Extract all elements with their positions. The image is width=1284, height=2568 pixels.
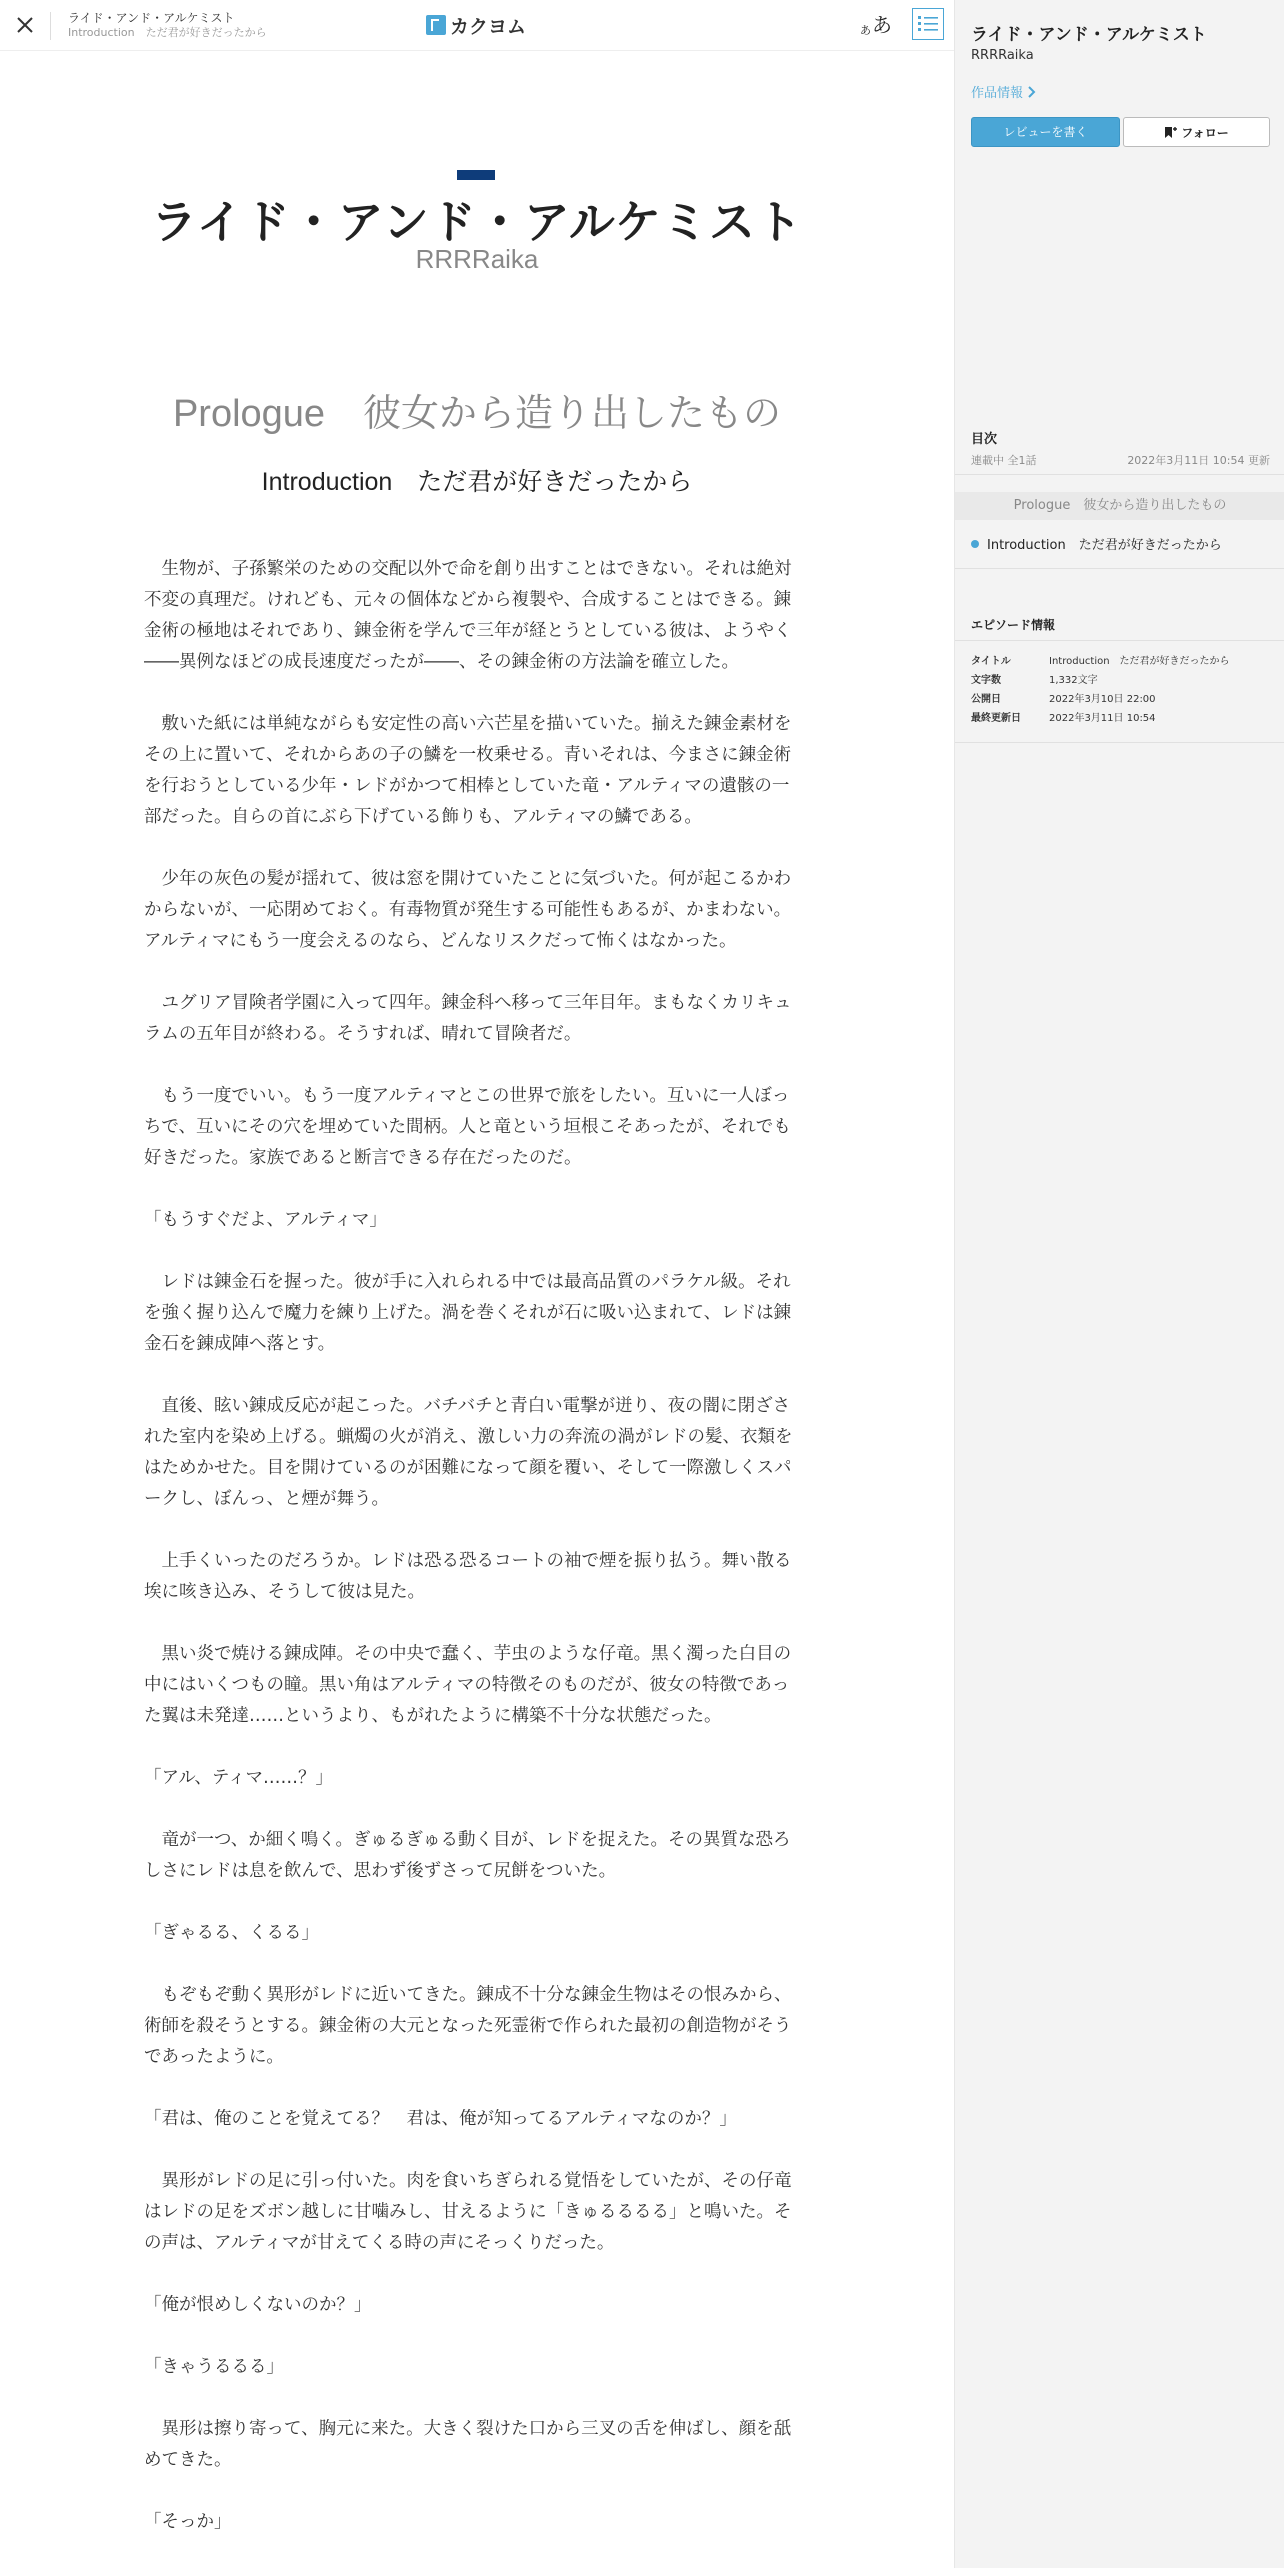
- current-dot-icon: [971, 540, 979, 548]
- divider: [955, 742, 1284, 743]
- toc-chapter: Prologue 彼女から造り出したもの: [955, 492, 1284, 520]
- dialogue: 「きゃうるるる」: [144, 2357, 284, 2377]
- divider: [955, 474, 1284, 475]
- dialogue: 「アル、ティマ……？」: [144, 1768, 333, 1788]
- dialogue: 「そっか」: [144, 2512, 232, 2532]
- paragraph: 生物が、子孫繁栄のための交配以外で命を創り出すことはできない。それは絶対不変の真理だ。けれども、元々の個体などから複製や、合成することはできる。錬金術の極地はそれであり、錬金術を学んで三年が経とうとしている彼は、ようやく――異例なほどの成長速度だったが――、その錬金術の方法論を確立した。: [144, 559, 792, 672]
- episode-body: [144, 554, 800, 2568]
- episode-meta: [971, 652, 1230, 728]
- paragraph: もう一度でいい。もう一度アルティマとこの世界で旅をしたい。互いに一人ぼっちで、互いにその穴を埋めていた間柄。人と竜という垣根こそあったが、それでも好きだった。家族であると断言できる存在だったのだ。: [144, 1086, 791, 1168]
- paragraph: 敷いた紙には単純ながらも安定性の高い六芒星を描いていた。揃えた錬金素材をその上に置いて、それからあの子の鱗を一枚乗せる。青いそれは、今まさに錬金術を行おうとしている少年・レドがかつて相棒としていた竜・アルティマの遺骸の一部だった。自らの首にぶら下げている飾りも、アルティマの鱗である。: [144, 714, 792, 827]
- meta-row: [971, 690, 1230, 709]
- toc-updated: 2022年3月11日 10:54 更新: [1127, 454, 1270, 467]
- meta-value: 1,332文字: [1049, 675, 1098, 686]
- meta-key: タイトル: [971, 656, 1011, 667]
- kakuyomu-logo[interactable]: [426, 12, 526, 38]
- meta-value: Introduction ただ君が好きだったから: [1049, 656, 1230, 667]
- title-accent-bar: [457, 170, 495, 180]
- dialogue: 「ぎゃるる、くるる」: [144, 1923, 319, 1943]
- font-size-button[interactable]: [860, 10, 892, 38]
- meta-row: [971, 709, 1230, 728]
- paragraph: 竜が一つ、か細く鳴く。ぎゅるぎゅる動く目が、レドを捉えた。その異質な恐ろしさにレドは息を飲んで、思わず後ずさって尻餅をついた。: [144, 1830, 791, 1881]
- follow-label: フォロー: [1181, 125, 1229, 140]
- meta-key: 文字数: [971, 675, 1001, 686]
- write-review-button[interactable]: レビューを書く: [971, 117, 1120, 147]
- sidebar-work-title[interactable]: ライド・アンド・アルケミスト: [971, 25, 1207, 45]
- meta-value: 2022年3月10日 22:00: [1049, 694, 1156, 705]
- paragraph: もぞもぞ動く異形がレドに近いてきた。錬成不十分な錬金生物はその恨みから、術師を殺そうとする。錬金術の大元となった死霊術で作られた最初の創造物がそうであったように。: [144, 1985, 792, 2067]
- paragraph: 異形がレドの足に引っ付いた。肉を食いちぎられる覚悟をしていたが、その仔竜はレドの足をズボン越しに甘噛みし、甘えるように「きゅるるるる」と鳴いた。その声は、アルティマが甘えてくる時の声にそっくりだった。: [144, 2171, 792, 2253]
- font-small-label: あ: [860, 24, 871, 37]
- toc-list-icon[interactable]: [912, 8, 944, 40]
- meta-value: 2022年3月11日 10:54: [1049, 713, 1156, 724]
- top-episode-title: Introduction ただ君が好きだったから: [68, 26, 267, 39]
- dialogue: 「君は、俺のことを覚えてる？ 君は、俺が知ってるアルティマなのか？」: [144, 2109, 737, 2129]
- work-author[interactable]: RRRRaika: [415, 244, 539, 274]
- paragraph: 黒い炎で焼ける錬成陣。その中央で蠢く、芋虫のような仔竜。黒く濁った白目の中にはいくつもの瞳。黒い角はアルティマの特徴そのものだが、彼女の特徴であった翼は未発達……というより、もがれたように構築不十分な状態だった。: [144, 1644, 792, 1726]
- follow-button[interactable]: [1123, 117, 1270, 147]
- close-icon[interactable]: [12, 12, 38, 38]
- meta-key: 最終更新日: [971, 713, 1021, 724]
- toc-episode-item[interactable]: [971, 534, 1222, 553]
- paragraph: 上手くいったのだろうか。レドは恐る恐るコートの袖で煙を振り払う。舞い散る埃に咳き込み、そうして彼は見た。: [144, 1551, 792, 1602]
- paragraph: 少年の灰色の髪が揺れて、彼は窓を開けていたことに気づいた。何が起こるかわからないが、一応閉めておく。有毒物質が発生する可能性もあるが、かまわない。アルティマにもう一度会えるのなら、どんなリスクだって怖くはなかった。: [144, 869, 792, 951]
- divider: [50, 12, 51, 40]
- font-big-label: あ: [872, 13, 892, 37]
- top-titles[interactable]: [68, 10, 267, 40]
- divider: [955, 568, 1284, 569]
- toc-episode-label: Introduction ただ君が好きだったから: [987, 538, 1222, 553]
- logo-text: カクヨム: [450, 15, 527, 38]
- sidebar: [954, 0, 1284, 2568]
- logo-icon: [426, 15, 446, 35]
- paragraph: レドは錬金石を握った。彼が手に入れられる中では最高品質のパラケル級。それを強く握り込んで魔力を練り上げた。渦を巻くそれが石に吸い込まれて、レドは錬金石を錬成陣へ落とす。: [144, 1272, 792, 1354]
- meta-row: [971, 671, 1230, 690]
- meta-key: 公開日: [971, 694, 1001, 705]
- dialogue: 「俺が恨めしくないのか？」: [144, 2295, 372, 2315]
- work-info-link[interactable]: [971, 82, 1037, 101]
- paragraph: 異形は擦り寄って、胸元に来た。大きく裂けた口から三叉の舌を伸ばし、顔を舐めてきた。: [144, 2419, 792, 2470]
- paragraph: 直後、眩い錬成反応が起こった。バチバチと青白い電撃が迸り、夜の闇に閉ざされた室内を染め上げる。蝋燭の火が消え、激しい力の奔流の渦がレドの髪、衣類をはためかせた。目を開けているのが困難になって顔を覆い、そして一際激しくスパークし、ぼんっ、と煙が舞う。: [144, 1396, 793, 1509]
- work-info-label: 作品情報: [971, 86, 1024, 101]
- paragraph: ユグリア冒険者学園に入って四年。錬金科へ移って三年目年。まもなくカリキュラムの五年目が終わる。そうすれば、晴れて冒険者だ。: [144, 993, 792, 1044]
- bookmark-plus-icon: [1164, 126, 1178, 139]
- episode-title: Introduction ただ君が好きだったから: [261, 468, 693, 496]
- divider: [955, 640, 1284, 641]
- episode-info-heading: エピソード情報: [971, 618, 1056, 632]
- chapter-title: Prologue 彼女から造り出したもの: [172, 393, 782, 435]
- chevron-right-icon: [1027, 86, 1037, 98]
- top-bar: [0, 0, 954, 51]
- meta-row: [971, 652, 1230, 671]
- toc-heading: 目次: [971, 432, 998, 447]
- dialogue: 「もうすぐだよ、アルティマ」: [144, 1210, 387, 1230]
- top-work-title: ライド・アンド・アルケミスト: [68, 11, 235, 25]
- toc-status: 連載中 全1話: [971, 454, 1037, 467]
- work-title[interactable]: ライド・アンド・アルケミスト: [150, 195, 804, 249]
- sidebar-author[interactable]: RRRRaika: [971, 48, 1034, 63]
